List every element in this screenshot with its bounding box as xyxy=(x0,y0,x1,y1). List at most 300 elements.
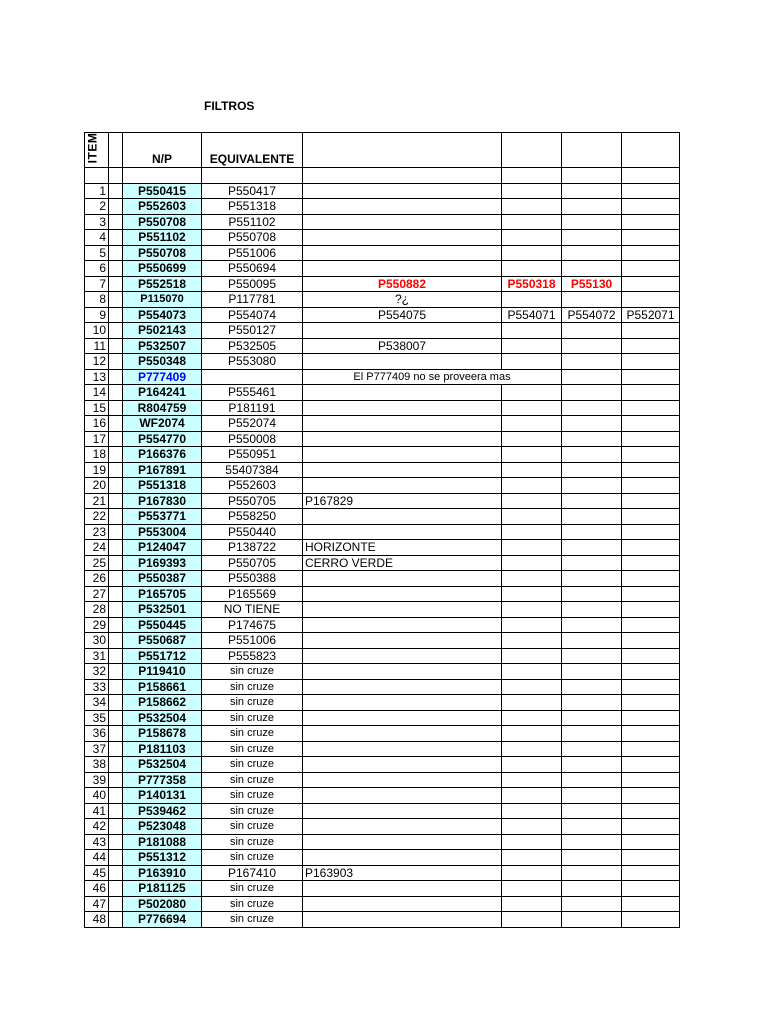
alt-ref-4 xyxy=(622,633,680,649)
empty-cell xyxy=(502,540,562,556)
alt-ref-4 xyxy=(622,338,680,354)
alt-ref-4 xyxy=(622,757,680,773)
part-number: P777409 xyxy=(123,369,202,385)
empty-cell xyxy=(109,245,123,261)
part-number: P539462 xyxy=(123,803,202,819)
spacer-row xyxy=(85,168,680,184)
equivalent: P532505 xyxy=(202,338,303,354)
part-number: WF2074 xyxy=(123,416,202,432)
alt-ref-3 xyxy=(562,292,622,308)
alt-ref-1 xyxy=(303,679,502,695)
alt-ref-4 xyxy=(622,586,680,602)
alt-ref-1 xyxy=(303,912,502,928)
alt-ref-4 xyxy=(622,648,680,664)
alt-ref-3 xyxy=(562,431,622,447)
item-number: 37 xyxy=(85,741,109,757)
part-number: P532504 xyxy=(123,757,202,773)
alt-ref-2 xyxy=(502,509,562,525)
equivalent: P554074 xyxy=(202,307,303,323)
empty-cell xyxy=(109,276,123,292)
alt-ref-2: P550318 xyxy=(502,276,562,292)
alt-ref-1 xyxy=(303,462,502,478)
extra-ref: P163903 xyxy=(303,865,502,881)
alt-ref-2 xyxy=(502,803,562,819)
alt-ref-2 xyxy=(502,679,562,695)
header-empty-cell xyxy=(622,133,680,168)
alt-ref-1 xyxy=(303,183,502,199)
empty-cell xyxy=(109,509,123,525)
empty-cell xyxy=(562,493,622,509)
table-row xyxy=(85,524,680,540)
alt-ref-4 xyxy=(622,803,680,819)
alt-ref-4 xyxy=(622,400,680,416)
empty-cell xyxy=(109,850,123,866)
part-number: P115070 xyxy=(123,292,202,308)
alt-ref-2 xyxy=(502,772,562,788)
part-number: P551312 xyxy=(123,850,202,866)
table-row xyxy=(85,354,680,370)
empty-cell xyxy=(109,354,123,370)
table-row xyxy=(85,462,680,478)
item-number: 27 xyxy=(85,586,109,602)
equivalent: P550708 xyxy=(202,230,303,246)
table-row xyxy=(85,183,680,199)
part-number: P553771 xyxy=(123,509,202,525)
part-number: P169393 xyxy=(123,555,202,571)
equivalent: P552603 xyxy=(202,478,303,494)
alt-ref-1 xyxy=(303,803,502,819)
table-row xyxy=(85,447,680,463)
empty-cell xyxy=(109,633,123,649)
header-empty-cell xyxy=(109,133,123,168)
equivalent: NO TIENE xyxy=(202,602,303,618)
alt-ref-2 xyxy=(502,431,562,447)
alt-ref-4 xyxy=(622,261,680,277)
alt-ref-1: P554075 xyxy=(303,307,502,323)
spacer-cell xyxy=(562,168,622,184)
item-number: 36 xyxy=(85,726,109,742)
equivalent: sin cruze xyxy=(202,726,303,742)
alt-ref-2 xyxy=(502,664,562,680)
extra-ref: CERRO VERDE xyxy=(303,555,502,571)
alt-ref-1 xyxy=(303,571,502,587)
part-number: P777358 xyxy=(123,772,202,788)
alt-ref-3 xyxy=(562,834,622,850)
alt-ref-1 xyxy=(303,850,502,866)
part-number: P552518 xyxy=(123,276,202,292)
part-number: P551318 xyxy=(123,478,202,494)
equivalent: sin cruze xyxy=(202,912,303,928)
alt-ref-4 xyxy=(622,462,680,478)
part-number: P554770 xyxy=(123,431,202,447)
header-empty-cell xyxy=(562,133,622,168)
item-number: 18 xyxy=(85,447,109,463)
alt-ref-1 xyxy=(303,524,502,540)
item-number: 7 xyxy=(85,276,109,292)
alt-ref-4 xyxy=(622,695,680,711)
sheet-title: FILTROS xyxy=(204,99,255,113)
alt-ref-2 xyxy=(502,586,562,602)
table-row xyxy=(85,726,680,742)
alt-ref-2 xyxy=(502,788,562,804)
alt-ref-2 xyxy=(502,400,562,416)
empty-cell xyxy=(109,912,123,928)
alt-ref-2 xyxy=(502,881,562,897)
part-number: P181125 xyxy=(123,881,202,897)
alt-ref-3 xyxy=(562,602,622,618)
empty-cell xyxy=(109,323,123,339)
item-number: 42 xyxy=(85,819,109,835)
equivalent: P555461 xyxy=(202,385,303,401)
table-row xyxy=(85,710,680,726)
part-number: P124047 xyxy=(123,540,202,556)
alt-ref-4 xyxy=(622,664,680,680)
empty-cell xyxy=(109,648,123,664)
alt-ref-2 xyxy=(502,447,562,463)
extra-ref: P167829 xyxy=(303,493,502,509)
header-equivalente: EQUIVALENTE xyxy=(202,133,303,168)
item-number: 35 xyxy=(85,710,109,726)
alt-ref-2 xyxy=(502,896,562,912)
alt-ref-2 xyxy=(502,834,562,850)
table-row xyxy=(85,788,680,804)
part-number: P163910 xyxy=(123,865,202,881)
table-row xyxy=(85,772,680,788)
alt-ref-3 xyxy=(562,385,622,401)
alt-ref-3 xyxy=(562,726,622,742)
alt-ref-3 xyxy=(562,338,622,354)
alt-ref-2 xyxy=(502,617,562,633)
table-row xyxy=(85,679,680,695)
empty-cell xyxy=(502,555,562,571)
alt-ref-3 xyxy=(562,230,622,246)
alt-ref-2 xyxy=(502,354,562,370)
alt-ref-3 xyxy=(562,788,622,804)
table-row xyxy=(85,261,680,277)
item-number: 23 xyxy=(85,524,109,540)
empty-cell xyxy=(109,788,123,804)
part-number: P532501 xyxy=(123,602,202,618)
alt-ref-4 xyxy=(622,416,680,432)
alt-ref-1 xyxy=(303,617,502,633)
alt-ref-1 xyxy=(303,819,502,835)
empty-cell xyxy=(109,369,123,385)
alt-ref-4 xyxy=(622,292,680,308)
alt-ref-2 xyxy=(502,323,562,339)
alt-ref-2 xyxy=(502,338,562,354)
empty-cell xyxy=(109,385,123,401)
part-number: P553004 xyxy=(123,524,202,540)
alt-ref-3 xyxy=(562,323,622,339)
alt-ref-2 xyxy=(502,524,562,540)
alt-ref-3 xyxy=(562,881,622,897)
table-row xyxy=(85,741,680,757)
item-number: 40 xyxy=(85,788,109,804)
alt-ref-1 xyxy=(303,323,502,339)
table-row xyxy=(85,834,680,850)
alt-ref-2 xyxy=(502,571,562,587)
equivalent: sin cruze xyxy=(202,834,303,850)
alt-ref-4 xyxy=(622,245,680,261)
alt-ref-2 xyxy=(502,726,562,742)
header-empty-cell xyxy=(303,133,502,168)
alt-ref-4 xyxy=(622,710,680,726)
alt-ref-1 xyxy=(303,602,502,618)
table-row xyxy=(85,509,680,525)
equivalent: P550951 xyxy=(202,447,303,463)
table-row xyxy=(85,416,680,432)
alt-ref-3 xyxy=(562,509,622,525)
alt-ref-1 xyxy=(303,772,502,788)
alt-ref-1 xyxy=(303,416,502,432)
item-number: 38 xyxy=(85,757,109,773)
empty-cell xyxy=(109,664,123,680)
part-number: P550415 xyxy=(123,183,202,199)
table-body xyxy=(85,133,680,928)
alt-ref-1 xyxy=(303,199,502,215)
item-number: 34 xyxy=(85,695,109,711)
alt-ref-1 xyxy=(303,741,502,757)
alt-ref-3 xyxy=(562,183,622,199)
empty-cell xyxy=(109,757,123,773)
item-number: 22 xyxy=(85,509,109,525)
item-number: 33 xyxy=(85,679,109,695)
table-row xyxy=(85,478,680,494)
spacer-cell xyxy=(85,168,109,184)
equivalent: sin cruze xyxy=(202,896,303,912)
part-number: P776694 xyxy=(123,912,202,928)
equivalent: P550440 xyxy=(202,524,303,540)
part-number: P551102 xyxy=(123,230,202,246)
item-number: 20 xyxy=(85,478,109,494)
part-number: P502143 xyxy=(123,323,202,339)
spacer-cell xyxy=(502,168,562,184)
empty-cell xyxy=(109,726,123,742)
alt-ref-1 xyxy=(303,726,502,742)
alt-ref-3 xyxy=(562,447,622,463)
spacer-cell xyxy=(109,168,123,184)
table-row xyxy=(85,276,680,292)
empty-cell xyxy=(109,602,123,618)
part-number: P554073 xyxy=(123,307,202,323)
table-row xyxy=(85,540,680,556)
equivalent: P117781 xyxy=(202,292,303,308)
empty-cell xyxy=(109,679,123,695)
alt-ref-3 xyxy=(562,245,622,261)
alt-ref-2 xyxy=(502,633,562,649)
alt-ref-4 xyxy=(622,602,680,618)
empty-cell xyxy=(109,447,123,463)
equivalent: P550694 xyxy=(202,261,303,277)
alt-ref-2: P554071 xyxy=(502,307,562,323)
empty-cell xyxy=(562,540,622,556)
part-number: P181088 xyxy=(123,834,202,850)
part-number: P552603 xyxy=(123,199,202,215)
part-number: P166376 xyxy=(123,447,202,463)
alt-ref-1: ?¿ xyxy=(303,292,502,308)
empty-cell xyxy=(109,416,123,432)
filters-table xyxy=(84,132,680,928)
extra-ref: HORIZONTE xyxy=(303,540,502,556)
alt-ref-3: P55130 xyxy=(562,276,622,292)
alt-ref-1: P550882 xyxy=(303,276,502,292)
item-number: 47 xyxy=(85,896,109,912)
equivalent: sin cruze xyxy=(202,803,303,819)
part-number: P158661 xyxy=(123,679,202,695)
alt-ref-1 xyxy=(303,757,502,773)
alt-ref-1 xyxy=(303,245,502,261)
header-item-cell xyxy=(85,133,109,168)
part-number: P164241 xyxy=(123,385,202,401)
spacer-cell xyxy=(202,168,303,184)
table-row xyxy=(85,896,680,912)
alt-ref-1 xyxy=(303,509,502,525)
alt-ref-3 xyxy=(562,850,622,866)
alt-ref-4 xyxy=(622,183,680,199)
alt-ref-4 xyxy=(622,679,680,695)
alt-ref-3 xyxy=(562,586,622,602)
alt-ref-1 xyxy=(303,788,502,804)
equivalent: P558250 xyxy=(202,509,303,525)
alt-ref-1 xyxy=(303,695,502,711)
alt-ref-3 xyxy=(562,757,622,773)
empty-cell xyxy=(109,261,123,277)
equivalent: sin cruze xyxy=(202,741,303,757)
alt-ref-1: P538007 xyxy=(303,338,502,354)
empty-cell xyxy=(502,865,562,881)
part-number: P550445 xyxy=(123,617,202,633)
alt-ref-4 xyxy=(622,617,680,633)
alt-ref-1 xyxy=(303,710,502,726)
empty-cell xyxy=(109,819,123,835)
table-row xyxy=(85,571,680,587)
alt-ref-3 xyxy=(562,462,622,478)
part-number: P502080 xyxy=(123,896,202,912)
table-row xyxy=(85,199,680,215)
alt-ref-4 xyxy=(622,850,680,866)
alt-ref-1 xyxy=(303,648,502,664)
alt-ref-4 xyxy=(622,431,680,447)
item-number: 5 xyxy=(85,245,109,261)
header-row xyxy=(85,133,680,168)
item-number: 29 xyxy=(85,617,109,633)
alt-ref-2 xyxy=(502,695,562,711)
table-row xyxy=(85,633,680,649)
part-number: P119410 xyxy=(123,664,202,680)
alt-ref-1 xyxy=(303,478,502,494)
empty-cell xyxy=(109,896,123,912)
alt-ref-4 xyxy=(622,509,680,525)
alt-ref-4 xyxy=(622,524,680,540)
empty-cell xyxy=(109,865,123,881)
spacer-cell xyxy=(622,168,680,184)
table-row xyxy=(85,586,680,602)
alt-ref-4 xyxy=(622,478,680,494)
header-item: ITEM xyxy=(85,132,100,164)
alt-ref-3: P554072 xyxy=(562,307,622,323)
equivalent: P551006 xyxy=(202,245,303,261)
empty-cell xyxy=(109,571,123,587)
alt-ref-4: P552071 xyxy=(622,307,680,323)
part-number: P550687 xyxy=(123,633,202,649)
alt-ref-3 xyxy=(562,695,622,711)
part-number: P532507 xyxy=(123,338,202,354)
table-row xyxy=(85,803,680,819)
part-number: R804759 xyxy=(123,400,202,416)
part-number: P140131 xyxy=(123,788,202,804)
item-number: 39 xyxy=(85,772,109,788)
table-row xyxy=(85,431,680,447)
item-number: 28 xyxy=(85,602,109,618)
alt-ref-3 xyxy=(562,772,622,788)
part-number: P181103 xyxy=(123,741,202,757)
part-number: P550708 xyxy=(123,214,202,230)
part-number: P167830 xyxy=(123,493,202,509)
part-number: P550699 xyxy=(123,261,202,277)
alt-ref-2 xyxy=(502,183,562,199)
alt-ref-3 xyxy=(562,354,622,370)
alt-ref-1 xyxy=(303,633,502,649)
empty-cell xyxy=(109,292,123,308)
empty-cell xyxy=(109,183,123,199)
equivalent: sin cruze xyxy=(202,772,303,788)
empty-cell xyxy=(109,881,123,897)
alt-ref-1 xyxy=(303,230,502,246)
alt-ref-3 xyxy=(562,416,622,432)
table-row xyxy=(85,865,680,881)
alt-ref-4 xyxy=(622,354,680,370)
table-row xyxy=(85,881,680,897)
alt-ref-4 xyxy=(622,819,680,835)
header-empty-cell xyxy=(502,133,562,168)
empty-cell xyxy=(562,555,622,571)
equivalent: P553080 xyxy=(202,354,303,370)
alt-ref-2 xyxy=(502,757,562,773)
empty-cell xyxy=(622,555,680,571)
alt-ref-4 xyxy=(622,571,680,587)
table-row xyxy=(85,912,680,928)
table-row xyxy=(85,292,680,308)
alt-ref-3 xyxy=(562,617,622,633)
item-number: 24 xyxy=(85,540,109,556)
table-row xyxy=(85,245,680,261)
equivalent xyxy=(202,369,303,385)
equivalent: P551318 xyxy=(202,199,303,215)
alt-ref-2 xyxy=(502,462,562,478)
equivalent: sin cruze xyxy=(202,679,303,695)
item-number: 46 xyxy=(85,881,109,897)
table-row xyxy=(85,555,680,571)
part-number: P158662 xyxy=(123,695,202,711)
table-row xyxy=(85,369,680,385)
equivalent: P167410 xyxy=(202,865,303,881)
item-number: 13 xyxy=(85,369,109,385)
alt-ref-3 xyxy=(562,741,622,757)
alt-ref-2 xyxy=(502,292,562,308)
empty-cell xyxy=(109,834,123,850)
alt-ref-3 xyxy=(562,199,622,215)
alt-ref-4 xyxy=(622,447,680,463)
alt-ref-3 xyxy=(562,571,622,587)
equivalent: P165569 xyxy=(202,586,303,602)
empty-cell xyxy=(109,524,123,540)
item-number: 19 xyxy=(85,462,109,478)
alt-ref-4 xyxy=(622,881,680,897)
item-number: 32 xyxy=(85,664,109,680)
equivalent: P551102 xyxy=(202,214,303,230)
alt-ref-1 xyxy=(303,834,502,850)
alt-ref-3 xyxy=(562,261,622,277)
